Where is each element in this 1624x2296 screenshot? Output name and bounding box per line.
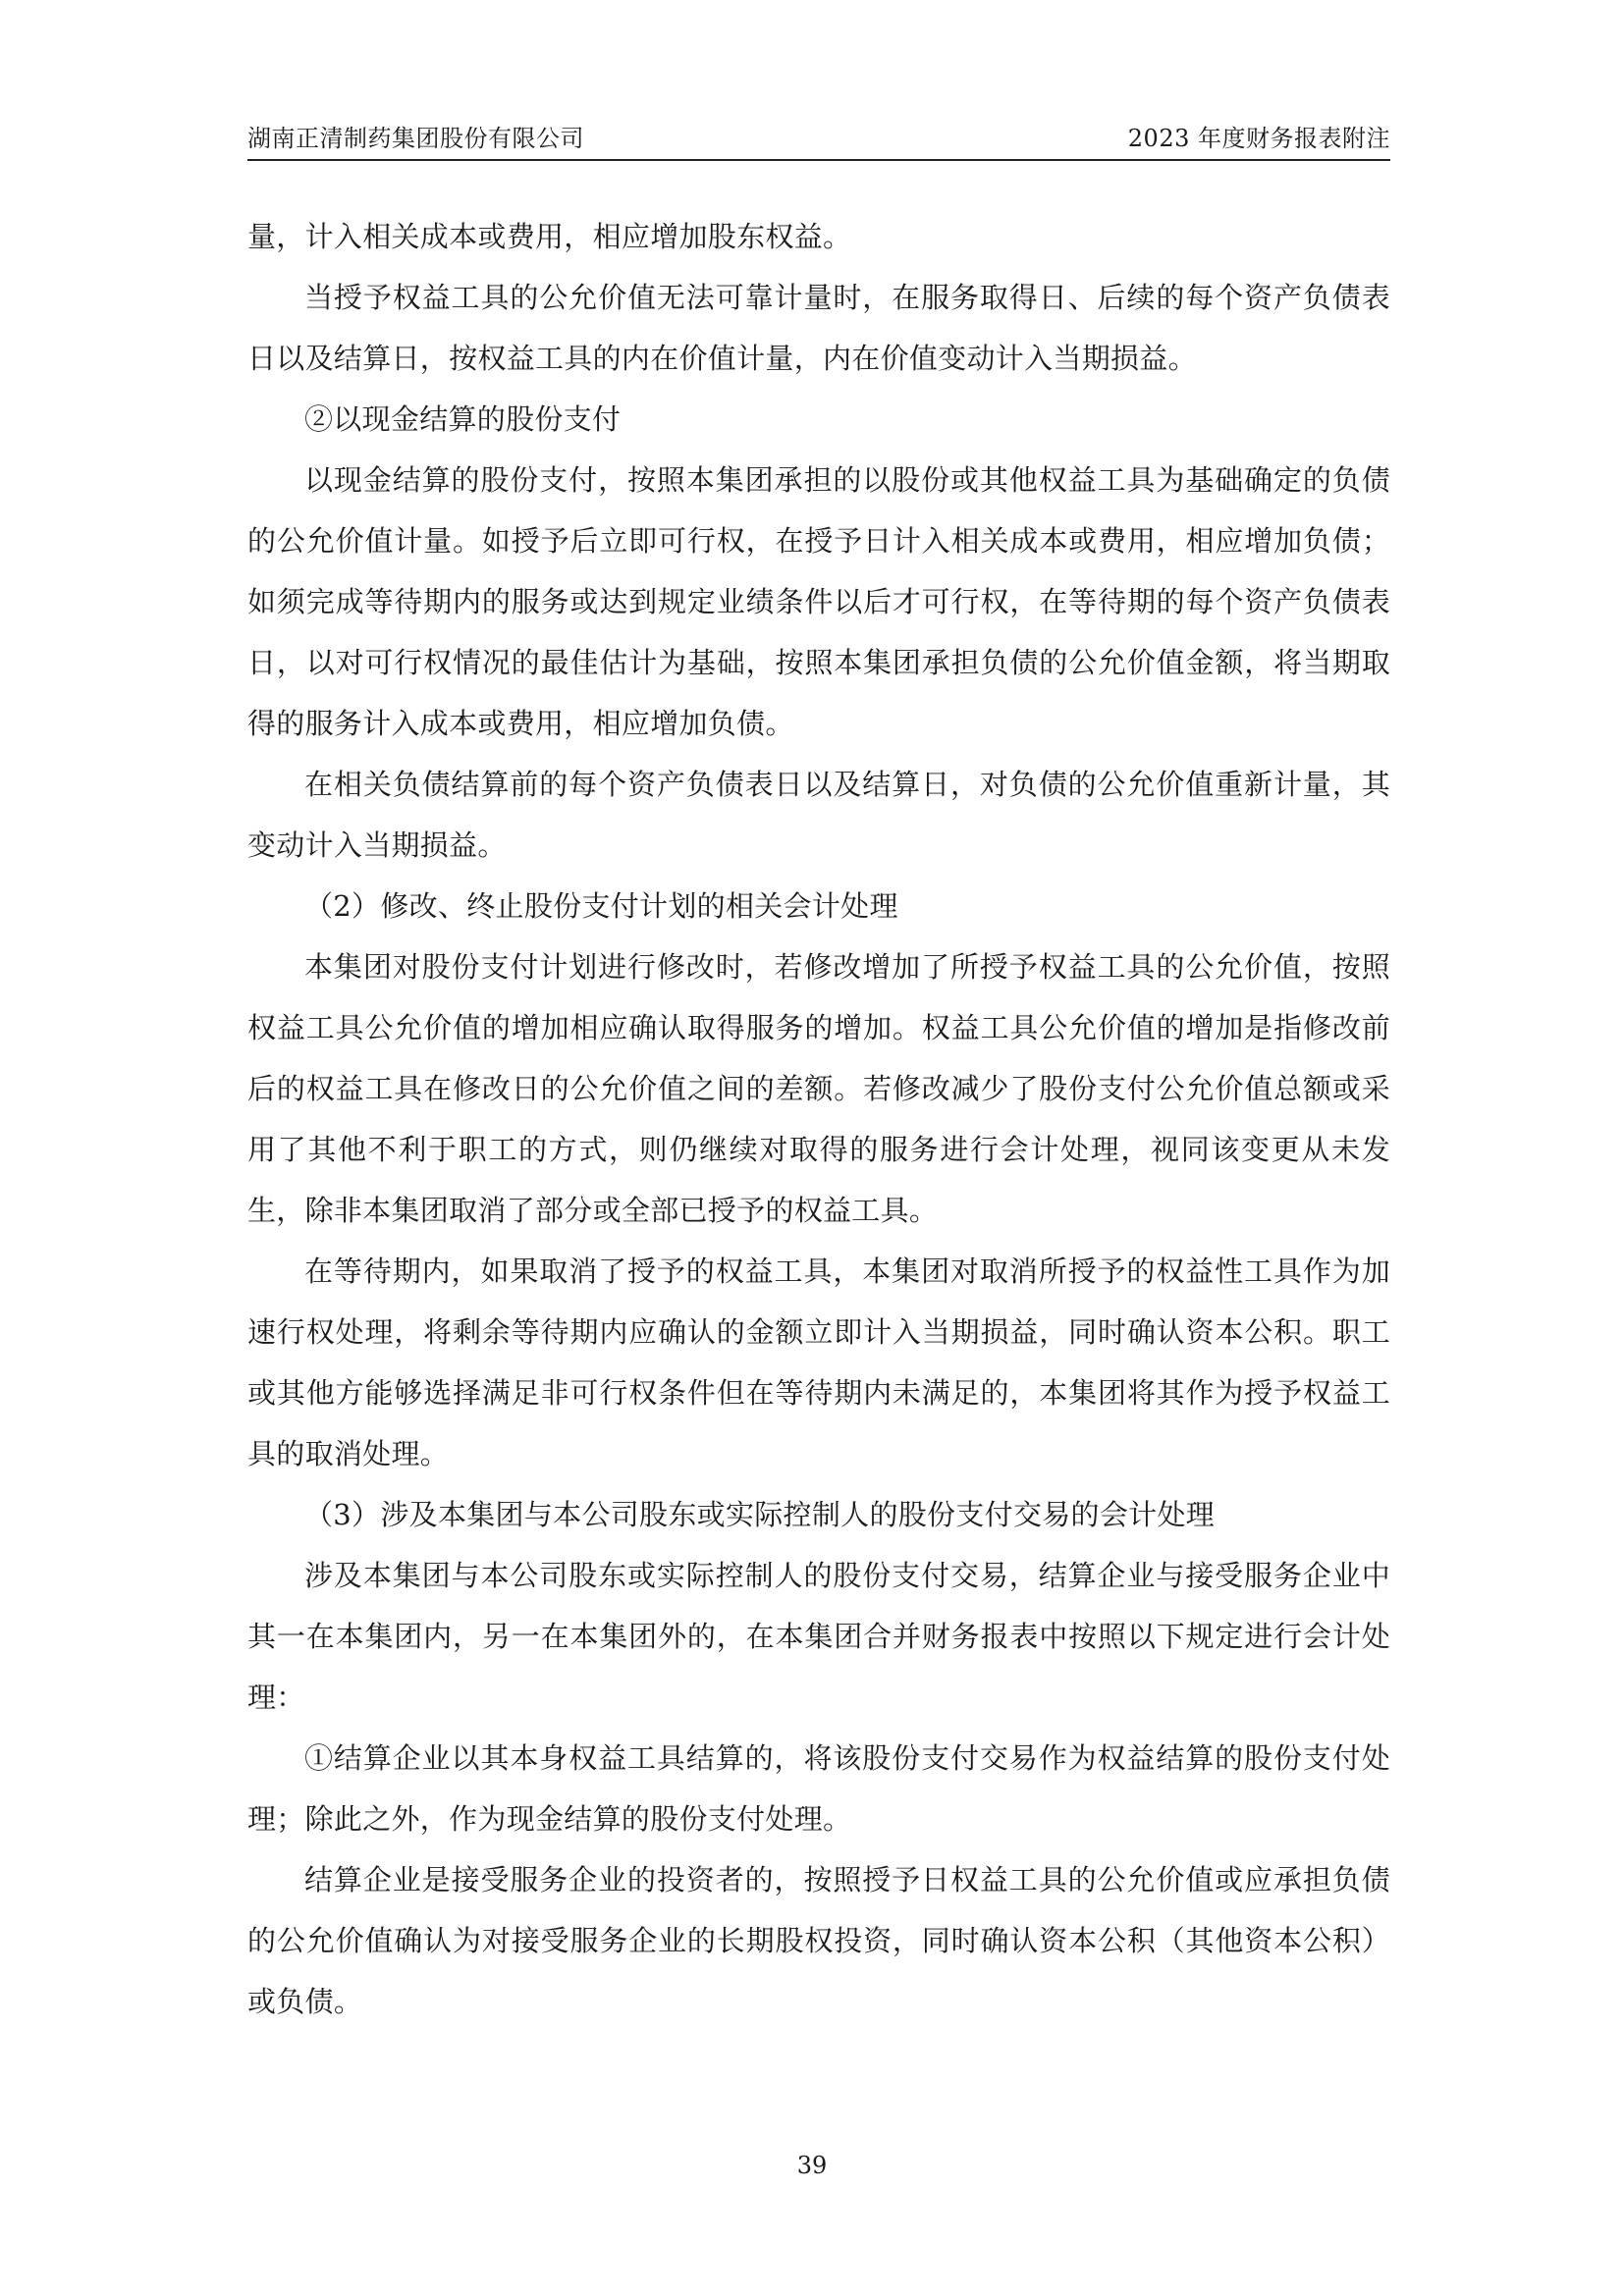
paragraph: 以现金结算的股份支付，按照本集团承担的以股份或其他权益工具为基础确定的负债的公允价值计量。如授予后立即可行权，在授予日计入相关成本或费用，相应增加负债；如须完成等待期内的服务或达到规定业绩条件以后才可行权，在等待期的每个资产负债表日，以对可行权情况的最佳估计为基础，按照本集团承担负债的公允价值金额，将当期取得的服务计入成本或费用，相应增加负债。 — [247, 463, 1390, 740]
company-name: 湖南正清制药集团股份有限公司 — [247, 125, 584, 152]
section-heading: ②以现金结算的股份支付 — [304, 402, 622, 436]
paragraph: 量，计入相关成本或费用，相应增加股东权益。 — [247, 220, 852, 253]
report-title: 2023 年度财务报表附注 — [1127, 125, 1390, 152]
document-body — [247, 206, 1390, 2032]
paragraph: 在相关负债结算前的每个资产负债表日以及结算日，对负债的公允价值重新计量，其变动计入当期损益。 — [247, 768, 1390, 862]
paragraph: 当授予权益工具的公允价值无法可靠计量时，在服务取得日、后续的每个资产负债表日以及结算日，按权益工具的内在价值计量，内在价值变动计入当期损益。 — [247, 281, 1390, 375]
paragraph: 涉及本集团与本公司股东或实际控制人的股份支付交易，结算企业与接受服务企业中其一在本集团内，另一在本集团外的，在本集团合并财务报表中按照以下规定进行会计处理： — [247, 1559, 1390, 1714]
paragraph: 本集团对股份支付计划进行修改时，若修改增加了所授予权益工具的公允价值，按照权益工具公允价值的增加相应确认取得服务的增加。权益工具公允价值的增加是指修改前后的权益工具在修改日的公允价值之间的差额。若修改减少了股份支付公允价值总额或采用了其他不利于职工的方式，则仍继续对取得的服务进行会计处理，视同该变更从未发生，除非本集团取消了部分或全部已授予的权益工具。 — [247, 950, 1390, 1227]
paragraph: 结算企业是接受服务企业的投资者的，按照授予日权益工具的公允价值或应承担负债的公允价值确认为对接受服务企业的长期股权投资，同时确认资本公积（其他资本公积）或负债。 — [247, 1863, 1390, 2018]
page-header — [247, 116, 1390, 161]
page-number: 39 — [796, 2152, 828, 2179]
paragraph: 在等待期内，如果取消了授予的权益工具，本集团对取消所授予的权益性工具作为加速行权处理，将剩余等待期内应确认的金额立即计入当期损益，同时确认资本公积。职工或其他方能够选择满足非可行权条件但在等待期内未满足的，本集团将其作为授予权益工具的取消处理。 — [247, 1255, 1390, 1470]
section-heading: （2）修改、终止股份支付计划的相关会计处理 — [304, 889, 898, 923]
section-heading: （3）涉及本集团与本公司股东或实际控制人的股份支付交易的会计处理 — [304, 1498, 1216, 1531]
paragraph: ①结算企业以其本身权益工具结算的，将该股份支付交易作为权益结算的股份支付处理；除此之外，作为现金结算的股份支付处理。 — [247, 1741, 1390, 1836]
